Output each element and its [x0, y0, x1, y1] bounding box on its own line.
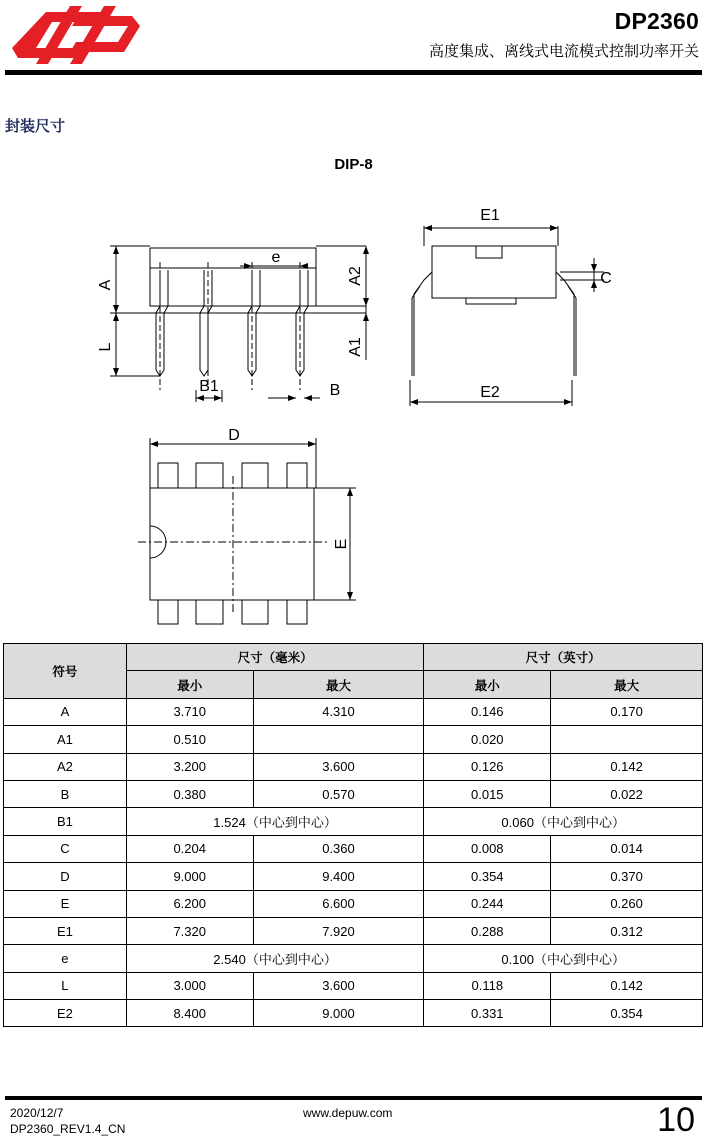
- product-subtitle: 高度集成、离线式电流模式控制功率开关: [428, 42, 699, 60]
- header-symbol: 符号: [4, 644, 127, 699]
- cell-mm-min: 7.320: [126, 917, 253, 944]
- cell-mm-max: [253, 726, 424, 753]
- cell-inch-min: 0.126: [424, 753, 551, 780]
- footer-divider: [5, 1096, 702, 1100]
- cell-inch-max: 0.170: [551, 698, 703, 725]
- end-view: [410, 226, 604, 406]
- dim-label-e: e: [271, 249, 281, 266]
- dim-label-E: E: [333, 538, 350, 550]
- table-row: [4, 972, 703, 999]
- cell-inch-min: 0.288: [424, 917, 551, 944]
- cell-symbol: A1: [4, 726, 127, 753]
- dim-label-B1: B1: [199, 378, 219, 395]
- cell-inch-min: 0.244: [424, 890, 551, 917]
- cell-inch-max: 0.312: [551, 917, 703, 944]
- dim-label-A: A: [97, 279, 114, 291]
- section-title: 封装尺寸: [5, 117, 66, 135]
- dimension-table: [3, 643, 703, 1027]
- header-mm-min: 最小: [126, 671, 253, 698]
- dim-label-C: C: [600, 270, 612, 287]
- table-row: [4, 863, 703, 890]
- cell-inch-min: 0.146: [424, 698, 551, 725]
- dim-label-A2: A2: [347, 266, 364, 286]
- cell-inch-min: 0.354: [424, 863, 551, 890]
- cell-inch-span: 0.060（中心到中心）: [424, 808, 703, 835]
- cell-mm-min: 0.204: [126, 835, 253, 862]
- header-mm: 尺寸（毫米）: [126, 644, 424, 671]
- cell-symbol: C: [4, 835, 127, 862]
- table-row: [4, 780, 703, 807]
- cell-symbol: B: [4, 780, 127, 807]
- header-inch-max: 最大: [551, 671, 703, 698]
- cell-symbol: E: [4, 890, 127, 917]
- cell-symbol: B1: [4, 808, 127, 835]
- dimension-table-body: [4, 698, 703, 1027]
- cell-symbol: E1: [4, 917, 127, 944]
- cell-inch-max: 0.014: [551, 835, 703, 862]
- footer-date: 2020/12/7: [10, 1106, 64, 1120]
- cell-mm-span: 1.524（中心到中心）: [126, 808, 424, 835]
- cell-inch-min: 0.020: [424, 726, 551, 753]
- dim-label-D: D: [228, 427, 240, 444]
- header-mm-max: 最大: [253, 671, 424, 698]
- top-view: [138, 438, 356, 624]
- cell-mm-min: 6.200: [126, 890, 253, 917]
- cell-mm-min: 0.510: [126, 726, 253, 753]
- header-inch: 尺寸（英寸）: [424, 644, 703, 671]
- cell-mm-span: 2.540（中心到中心）: [126, 945, 424, 972]
- cell-mm-max: 0.570: [253, 780, 424, 807]
- cell-mm-max: 9.400: [253, 863, 424, 890]
- cell-inch-max: 0.022: [551, 780, 703, 807]
- cell-inch-max: 0.142: [551, 753, 703, 780]
- table-row: [4, 1000, 703, 1027]
- side-view: [110, 246, 366, 402]
- footer-doc-id: DP2360_REV1.4_CN: [10, 1122, 126, 1136]
- footer-website: www.depuw.com: [303, 1106, 393, 1120]
- cell-mm-max: 3.600: [253, 972, 424, 999]
- cell-symbol: E2: [4, 1000, 127, 1027]
- cell-inch-min: 0.008: [424, 835, 551, 862]
- dim-label-E2: E2: [480, 384, 500, 401]
- table-row: [4, 835, 703, 862]
- table-row: [4, 726, 703, 753]
- dim-label-A1: A1: [347, 337, 364, 357]
- cell-mm-max: 7.920: [253, 917, 424, 944]
- cell-inch-max: 0.370: [551, 863, 703, 890]
- cell-mm-min: 0.380: [126, 780, 253, 807]
- cell-inch-max: [551, 726, 703, 753]
- cell-symbol: D: [4, 863, 127, 890]
- package-name: DIP-8: [334, 156, 373, 173]
- table-row: [4, 890, 703, 917]
- cell-inch-max: 0.354: [551, 1000, 703, 1027]
- cell-inch-max: 0.260: [551, 890, 703, 917]
- cell-symbol: L: [4, 972, 127, 999]
- table-row: [4, 698, 703, 725]
- part-number: DP2360: [614, 8, 699, 34]
- cell-mm-min: 9.000: [126, 863, 253, 890]
- cell-inch-span: 0.100（中心到中心）: [424, 945, 703, 972]
- cell-mm-max: 0.360: [253, 835, 424, 862]
- cell-inch-min: 0.118: [424, 972, 551, 999]
- table-row: [4, 945, 703, 972]
- page-number: 10: [657, 1101, 695, 1139]
- table-row: [4, 808, 703, 835]
- dim-label-B: B: [329, 382, 341, 399]
- cell-mm-min: 3.710: [126, 698, 253, 725]
- cell-mm-max: 9.000: [253, 1000, 424, 1027]
- cell-mm-min: 3.200: [126, 753, 253, 780]
- table-row: [4, 753, 703, 780]
- dim-label-E1: E1: [480, 207, 500, 224]
- cell-mm-min: 3.000: [126, 972, 253, 999]
- cell-mm-min: 8.400: [126, 1000, 253, 1027]
- cell-symbol: A2: [4, 753, 127, 780]
- cell-symbol: A: [4, 698, 127, 725]
- table-row: [4, 917, 703, 944]
- cell-inch-min: 0.331: [424, 1000, 551, 1027]
- dim-label-L: L: [97, 342, 114, 352]
- header-inch-min: 最小: [424, 671, 551, 698]
- cell-inch-max: 0.142: [551, 972, 703, 999]
- cell-mm-max: 3.600: [253, 753, 424, 780]
- cell-mm-max: 6.600: [253, 890, 424, 917]
- cell-mm-max: 4.310: [253, 698, 424, 725]
- cell-inch-min: 0.015: [424, 780, 551, 807]
- cell-symbol: e: [4, 945, 127, 972]
